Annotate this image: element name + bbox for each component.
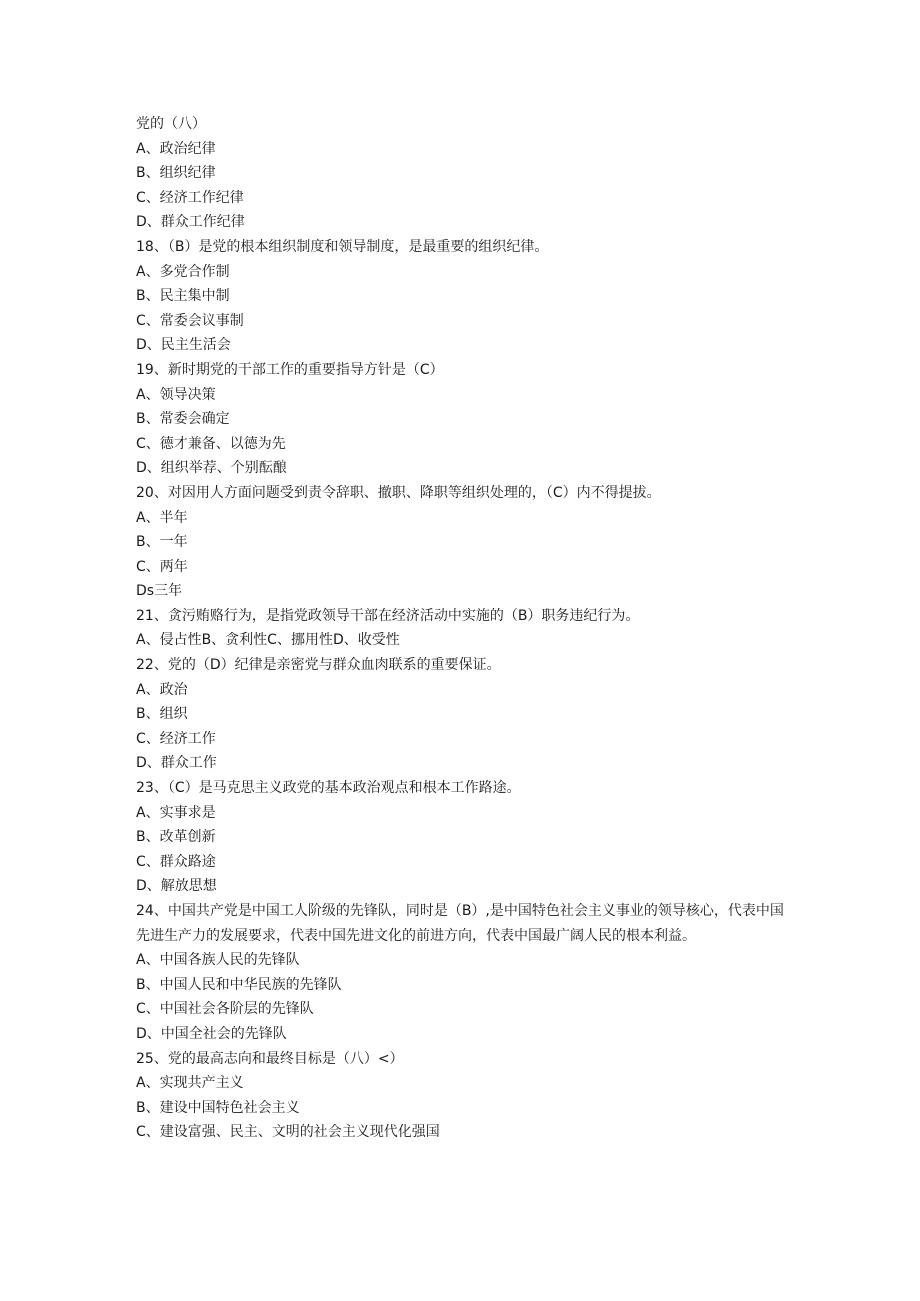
option-line: C、德才兼备、以德为先 — [136, 435, 286, 452]
option-line: B、中国人民和中华民族的先锋队 — [136, 976, 342, 993]
option-line: C、建设富强、民主、文明的社会主义现代化强国 — [136, 1124, 440, 1141]
option-line: C、群众路途 — [136, 853, 216, 870]
question-18: 18、（B）是党的根本组织制度和领导制度，是最重要的组织纪律。 — [136, 238, 549, 255]
option-line: C、经济工作纪律 — [136, 189, 244, 206]
text-line: 党的（八） — [136, 116, 206, 132]
option-line: A、半年 — [136, 509, 188, 526]
option-line: D、中国全社会的先锋队 — [136, 1025, 287, 1042]
question-25: 25、党的最高志向和最终目标是（八）<） — [136, 1050, 404, 1067]
option-line: A、侵占性B、贪利性C、挪用性D、收受性 — [136, 632, 400, 649]
option-line: B、建设中国特色社会主义 — [136, 1099, 300, 1116]
option-line: A、实事求是 — [136, 804, 216, 821]
option-line: A、政治纪律 — [136, 140, 216, 157]
option-line: D、解放思想 — [136, 878, 217, 895]
option-line: D、民主生活会 — [136, 337, 231, 354]
option-line: B、组织纪律 — [136, 165, 216, 182]
option-line: B、组织 — [136, 706, 188, 723]
document-body — [136, 112, 786, 1145]
option-line: B、改革创新 — [136, 829, 216, 846]
option-line: B、常委会确定 — [136, 411, 230, 428]
option-line: A、政治 — [136, 681, 188, 698]
option-line: Ds三年 — [136, 583, 183, 600]
option-line: C、常委会议事制 — [136, 312, 244, 329]
question-22: 22、党的（D）纪律是亲密党与群众血肉联系的重要保证。 — [136, 657, 501, 674]
option-line: B、民主集中制 — [136, 288, 230, 305]
option-line: C、经济工作 — [136, 730, 216, 747]
option-line: C、两年 — [136, 558, 188, 575]
option-line: A、领导决策 — [136, 386, 216, 403]
question-19: 19、新时期党的干部工作的重要指导方针是（C） — [136, 361, 444, 378]
option-line: A、多党合作制 — [136, 263, 230, 280]
option-line: C、中国社会各阶层的先锋队 — [136, 1001, 314, 1018]
option-line: A、实现共产主义 — [136, 1075, 244, 1092]
question-23: 23、（C）是马克思主义政党的基本政治观点和根本工作路途。 — [136, 780, 521, 797]
question-21: 21、贪污贿赂行为，是指党政领导干部在经济活动中实施的（B）职务违纪行为。 — [136, 607, 640, 624]
option-line: D、群众工作纪律 — [136, 214, 245, 231]
option-line: A、中国各族人民的先锋队 — [136, 952, 300, 969]
question-24: 24、中国共产党是中国工人阶级的先锋队，同时是（B）,是中国特色社会主义事业的领导核心，代表中国先进生产力的发展要求，代表中国先进文化的前进方向，代表中国最广阔人民的根本利益。 — [136, 903, 784, 944]
question-20: 20、对因用人方面问题受到责令辞职、撤职、降职等组织处理的，（C）内不得提拔。 — [136, 484, 661, 501]
option-line: B、一年 — [136, 534, 188, 551]
option-line: D、组织举荐、个别酝酿 — [136, 460, 287, 477]
option-line: D、群众工作 — [136, 755, 217, 772]
